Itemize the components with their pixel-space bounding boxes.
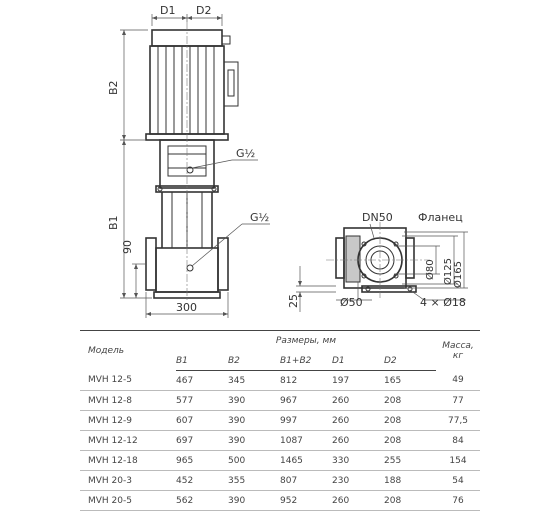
table-row [80,451,480,471]
cell-sum: 812 [280,371,332,391]
col-header-b2: B2 [228,351,280,371]
cell-b1: 577 [176,391,228,411]
holes-leader [410,290,466,309]
cell-d2: 165 [384,371,436,391]
cell-b2: 345 [228,371,280,391]
cell-mass: 77 [436,391,480,411]
cell-d1: 230 [332,471,384,491]
w300-label: 300 [176,301,197,314]
dimension-flange-diameters [394,232,468,288]
cell-d2: 208 [384,411,436,431]
motor-top-cap [222,36,230,44]
cell-b2: 500 [228,451,280,471]
cell-b2: 390 [228,391,280,411]
cell-b1: 562 [176,491,228,511]
cell-b2: 355 [228,471,280,491]
inlet-flange [146,238,156,290]
cell-model: MVH 12-5 [80,371,176,391]
phi125-label: Ø125 [443,258,454,285]
cell-model: MVH 12-18 [80,451,176,471]
cell-b1: 607 [176,411,228,431]
h90-label: 90 [121,240,134,254]
cell-d2: 188 [384,471,436,491]
table-row [80,491,480,511]
table-row [80,411,480,431]
cell-sum: 967 [280,391,332,411]
cell-mass: 154 [436,451,480,471]
plan-inlet-flange [336,238,344,278]
d2-label: D2 [196,4,212,17]
cell-b1: 965 [176,451,228,471]
cell-model: MVH 12-8 [80,391,176,411]
phi80-label: Ø80 [425,259,436,280]
spec-table [80,330,480,511]
cell-d2: 208 [384,391,436,411]
mass-header: Масса, кг [436,331,480,371]
dims-header: Размеры, мм [176,331,436,352]
model-header: Модель [80,331,176,371]
plan-outlet-flange [406,238,414,278]
cell-d1: 260 [332,491,384,511]
g-bottom-label: G½ [250,211,270,224]
cell-d1: 260 [332,391,384,411]
cell-b1: 452 [176,471,228,491]
terminal-box [224,62,238,106]
table-row [80,371,480,391]
leader-g-bottom [192,211,270,266]
phi50-label: Ø50 [340,296,363,309]
cell-mass: 76 [436,491,480,511]
cell-b2: 390 [228,431,280,451]
cell-sum: 997 [280,411,332,431]
cell-b1: 697 [176,431,228,451]
cell-model: MVH 12-9 [80,411,176,431]
cell-sum: 1465 [280,451,332,471]
motor [146,30,238,140]
leader-g-top [192,147,258,168]
g-top-label: G½ [236,147,256,160]
terminal-box-detail [228,70,234,96]
cell-mass: 54 [436,471,480,491]
d1-label: D1 [160,4,176,17]
cell-d1: 330 [332,451,384,471]
plan-labels [362,211,463,238]
cell-d1: 260 [332,431,384,451]
cell-d1: 260 [332,411,384,431]
table-row [80,391,480,411]
cell-d1: 197 [332,371,384,391]
holes-label: 4 × Ø18 [420,296,466,309]
b1-label: B1 [107,215,120,230]
dimension-b2 [107,30,148,140]
cell-d2: 255 [384,451,436,471]
cell-sum: 952 [280,491,332,511]
cell-model: MVH 12-12 [80,431,176,451]
col-header-b1: B1 [176,351,228,371]
phi165-label: Ø165 [453,261,464,288]
dimension-90 [121,240,146,298]
table-row [80,471,480,491]
table-row [80,431,480,451]
h25-label: 25 [287,294,300,308]
cell-mass: 77,5 [436,411,480,431]
cell-model: MVH 20-5 [80,491,176,511]
cell-sum: 807 [280,471,332,491]
outlet-flange [218,238,228,290]
cell-model: MVH 20-3 [80,471,176,491]
b2-label: B2 [107,80,120,95]
col-header-b1b2: B1+B2 [280,351,332,371]
dn50-label: DN50 [362,211,393,224]
dimension-25 [287,266,336,312]
cell-b2: 390 [228,491,280,511]
cell-b2: 390 [228,411,280,431]
cell-d2: 208 [384,491,436,511]
motor-fins [158,46,214,134]
cell-b1: 467 [176,371,228,391]
cell-sum: 1087 [280,431,332,451]
flange-label: Фланец [418,211,463,224]
cell-mass: 84 [436,431,480,451]
col-header-d2: D2 [384,351,436,371]
col-header-d1: D1 [332,351,384,371]
cell-d2: 208 [384,431,436,451]
cell-mass: 49 [436,371,480,391]
